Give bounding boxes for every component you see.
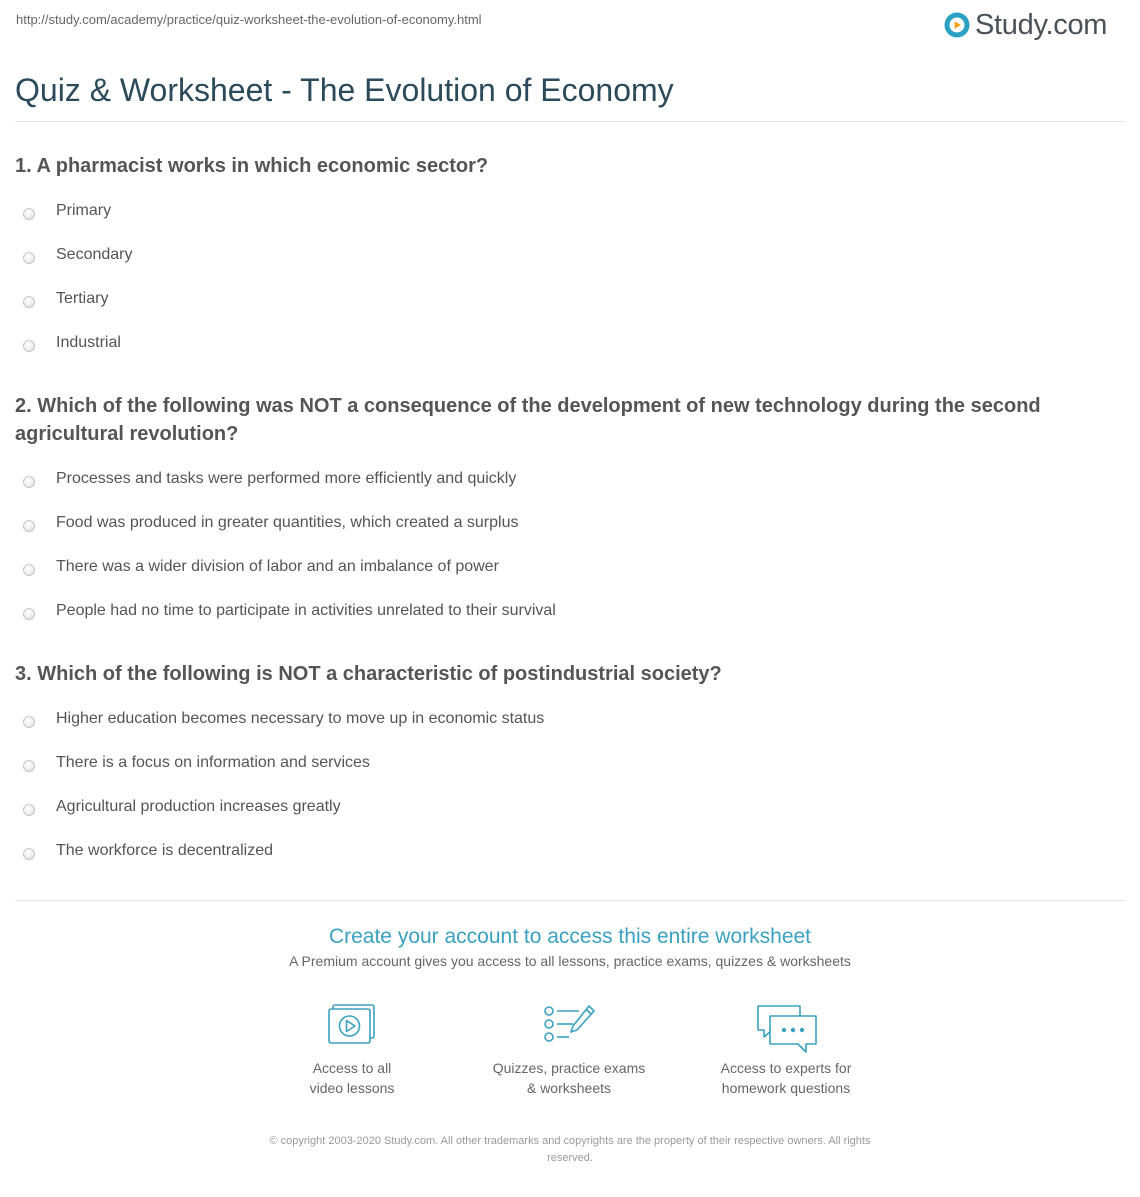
answer-option[interactable] xyxy=(15,281,1115,325)
page-url: http://study.com/academy/practice/quiz-worksheet-the-evolution-of-economy.html xyxy=(16,12,482,27)
logo-text: Study.com xyxy=(975,9,1108,41)
feature-label-line: Access to all xyxy=(312,1060,392,1076)
question-text: 3. Which of the following is NOT a characteristic of postindustrial society? xyxy=(15,663,722,685)
feature-label-line: & worksheets xyxy=(526,1080,612,1096)
answer-label: Tertiary xyxy=(56,290,109,307)
radio-button[interactable] xyxy=(23,208,35,220)
feature-quizzes xyxy=(469,1003,669,1098)
answer-label: There is a focus on information and services xyxy=(56,754,370,771)
radio-button[interactable] xyxy=(23,848,35,860)
answer-option[interactable] xyxy=(15,701,1115,745)
radio-button[interactable] xyxy=(23,760,35,772)
feature-label-line: Quizzes, practice exams xyxy=(492,1060,646,1076)
answer-label: Secondary xyxy=(56,246,133,263)
answer-label: Processes and tasks were performed more efficiently and quickly xyxy=(56,470,517,487)
answer-label: People had no time to participate in activities unrelated to their survival xyxy=(56,602,556,619)
feature-video-lessons xyxy=(252,1003,452,1098)
answer-option[interactable] xyxy=(15,745,1115,789)
answer-options xyxy=(15,701,1115,877)
feature-label-line: homework questions xyxy=(721,1080,851,1096)
cta-title[interactable]: Create your account to access this entire worksheet xyxy=(328,925,812,948)
answer-label: There was a wider division of labor and an imbalance of power xyxy=(56,558,499,575)
answer-option[interactable] xyxy=(15,549,1115,593)
radio-button[interactable] xyxy=(23,804,35,816)
question-2 xyxy=(15,392,1115,637)
radio-button[interactable] xyxy=(23,476,35,488)
feature-experts xyxy=(686,1003,886,1098)
answer-option[interactable] xyxy=(15,461,1115,505)
page-title: Quiz & Worksheet - The Evolution of Economy xyxy=(15,72,674,108)
answer-option[interactable] xyxy=(15,237,1115,281)
radio-button[interactable] xyxy=(23,520,35,532)
study-logo[interactable] xyxy=(944,8,1107,42)
video-lessons-icon xyxy=(325,1003,379,1047)
title-divider xyxy=(15,121,1125,122)
answer-option[interactable] xyxy=(15,833,1115,877)
feature-label-line: video lessons xyxy=(309,1080,395,1096)
question-text: 1. A pharmacist works in which economic sector? xyxy=(15,155,489,177)
quiz-checklist-icon xyxy=(541,1003,597,1047)
answer-label: Food was produced in greater quantities, which created a surplus xyxy=(56,514,519,531)
question-3 xyxy=(15,660,1115,877)
answer-option[interactable] xyxy=(15,193,1115,237)
radio-button[interactable] xyxy=(23,252,35,264)
radio-button[interactable] xyxy=(23,608,35,620)
answer-label: The workforce is decentralized xyxy=(56,842,273,859)
question-text: 2. Which of the following was NOT a consequence of the development of new technology during the second agricultural revolution? xyxy=(15,395,1041,445)
copyright-notice xyxy=(215,1133,925,1167)
answer-options xyxy=(15,193,1115,369)
copyright-line: reserved. xyxy=(547,1152,593,1164)
answer-options xyxy=(15,461,1115,637)
chat-bubbles-icon xyxy=(754,1003,818,1055)
answer-label: Industrial xyxy=(56,334,121,351)
answer-label: Agricultural production increases greatly xyxy=(56,798,341,815)
question-1 xyxy=(15,152,1115,369)
answer-option[interactable] xyxy=(15,789,1115,833)
answer-option[interactable] xyxy=(15,505,1115,549)
play-logo-icon xyxy=(944,12,970,38)
radio-button[interactable] xyxy=(23,296,35,308)
answer-option[interactable] xyxy=(15,325,1115,369)
copyright-line: © copyright 2003-2020 Study.com. All other trademarks and copyrights are the property of their respective owners. All rights xyxy=(269,1135,871,1147)
radio-button[interactable] xyxy=(23,564,35,576)
answer-label: Higher education becomes necessary to move up in economic status xyxy=(56,710,545,727)
radio-button[interactable] xyxy=(23,340,35,352)
feature-label-line: Access to experts for xyxy=(720,1060,852,1076)
cta-subtitle: A Premium account gives you access to all lessons, practice exams, quizzes & worksheets xyxy=(289,953,851,969)
cta-divider xyxy=(15,900,1125,901)
radio-button[interactable] xyxy=(23,716,35,728)
answer-option[interactable] xyxy=(15,593,1115,637)
answer-label: Primary xyxy=(56,202,112,219)
